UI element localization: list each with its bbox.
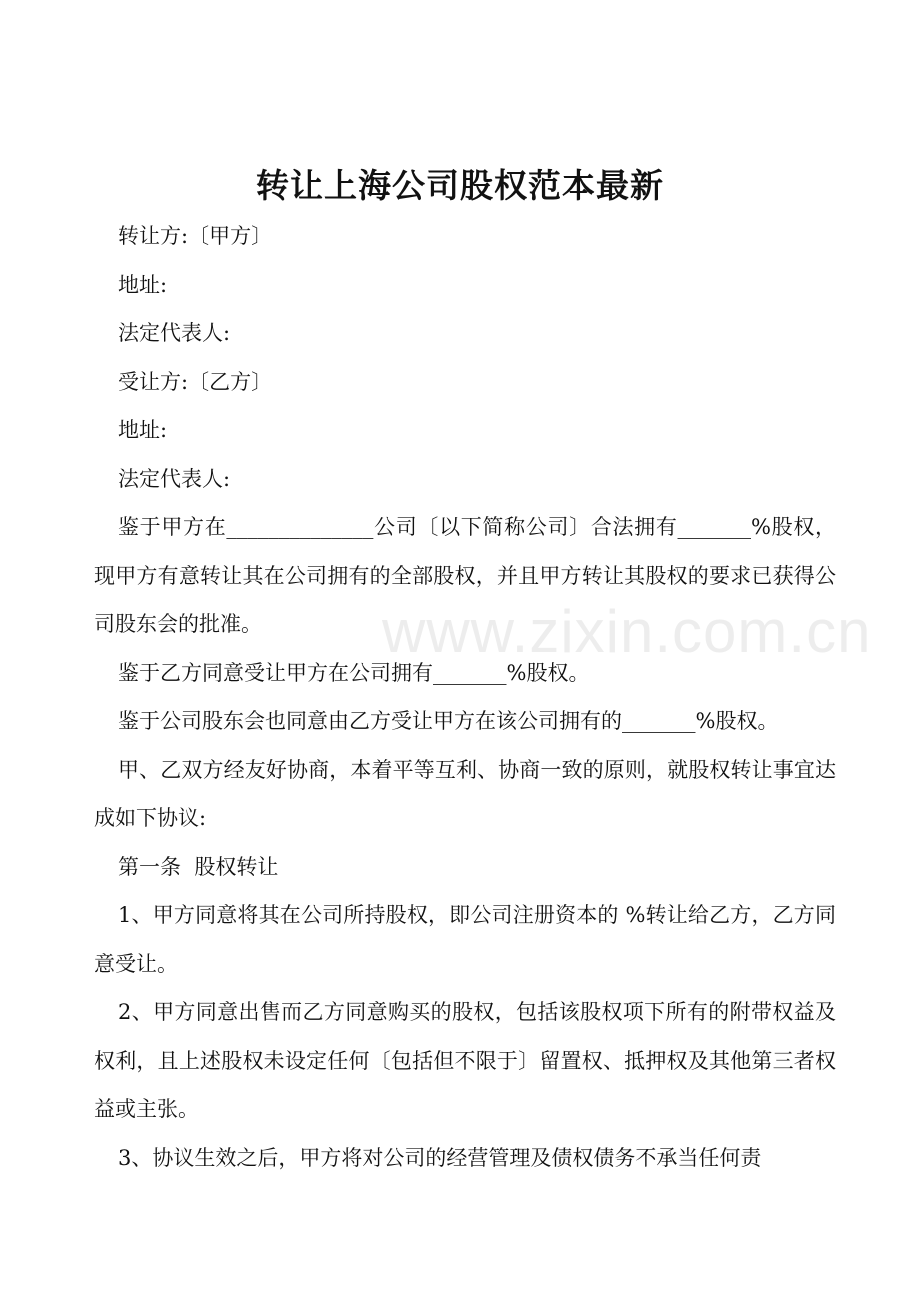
transferor-address-line: 地址: [118, 272, 168, 297]
watermark: www.zixin.com.cn [382, 598, 872, 665]
document-title: 转让上海公司股权范本最新 [256, 166, 664, 205]
transferor-line: 转让方:〔甲方〕 [118, 224, 273, 248]
clause-2: 2、甲方同意出售而乙方同意购买的股权，包括该股权项下所有的附带权益及权利，且上述股权未设定任何〔包括但不限于〕留置权、抵押权及其他第三者权益或主张。 [94, 1000, 836, 1121]
transferor-representative-line: 法定代表人: [118, 321, 231, 345]
transferee-line: 受让方:〔乙方〕 [118, 369, 273, 394]
clause-3: 3、协议生效之后，甲方将对公司的经营管理及债权债务不承当任何责 [118, 1145, 762, 1170]
document-body [94, 212, 836, 1182]
recital-paragraph-2: 鉴于乙方同意受让甲方在公司拥有_______%股权。 [118, 660, 590, 685]
recital-paragraph-1: 鉴于甲方在______________公司〔以下简称公司〕合法拥有_______%股权，现甲方有意转让其在公司拥有的全部股权，并且甲方转让其股权的要求已获得公司股东会的批准。 [94, 515, 836, 636]
article-heading: 第一条 股权转让 [118, 854, 279, 879]
negotiation-paragraph: 甲、乙双方经友好协商，本着平等互利、协商一致的原则，就股权转让事宜达成如下协议: [94, 757, 836, 830]
transferee-address-line: 地址: [118, 418, 168, 442]
recital-paragraph-3: 鉴于公司股东会也同意由乙方受让甲方在该公司拥有的_______%股权。 [118, 709, 779, 733]
clause-1: 1、甲方同意将其在公司所持股权，即公司注册资本的 %转让给乙方，乙方同意受让。 [94, 903, 836, 976]
transferee-representative-line: 法定代表人: [118, 466, 231, 491]
